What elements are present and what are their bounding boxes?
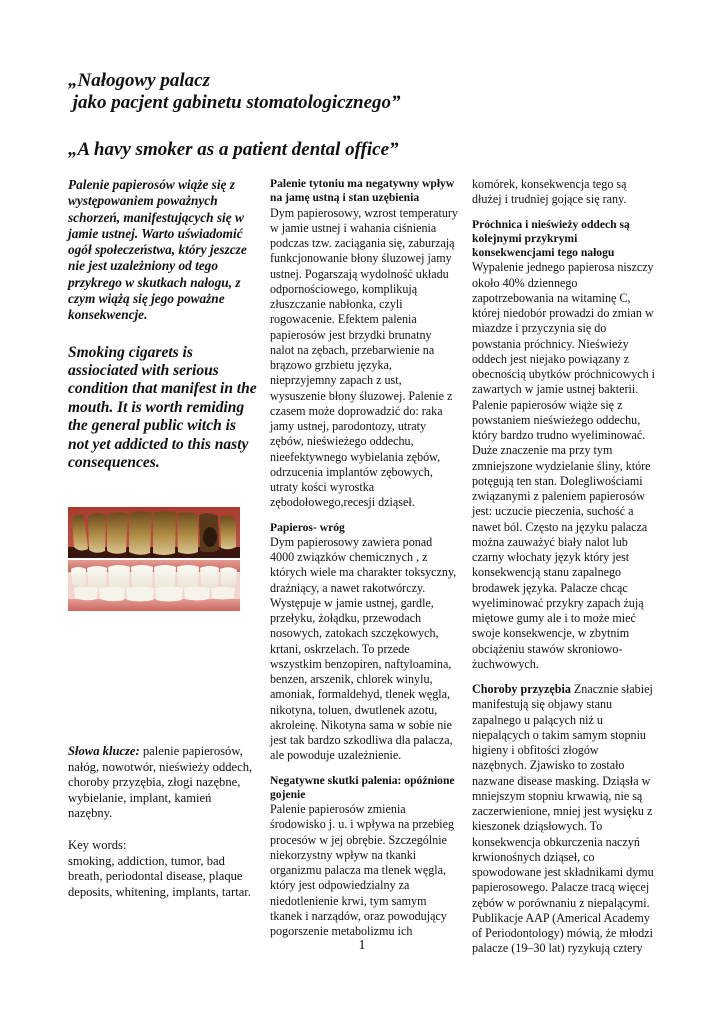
title-line-2: jako pacjent gabinetu stomatologicznego” [68,92,401,113]
title-line-1: „Nałogowy palacz [68,70,210,91]
keywords-english-label: Key words: [68,837,127,852]
keywords-polish-label: Słowa klucze: [68,744,140,758]
keywords-english [68,838,258,900]
abstract-english: Smoking cigarets is assiociated with serious condition that manifest in the mouth. It is worth remiding the general public witch is not yet addicted to this nasty consequences. [68,343,257,472]
section-body-periodontal-disease: Znacznie słabiej manifestują się objawy stanu zapalnego u palących niż u niepalących o takim samym stopniu higieny i obfitości złogów nazębnych. Zjawisko to zostało nazwane disease masking. Dziąsła w mniejszym stopniu krwawią, nie są zaczerwienione, mniej jest wysięku z kieszonek dziąsłowych. To konsekwencja obkurczenia naczyń krwionośnych dziąseł, co spowodowane jest składnikami dymu papierosowego. Palacze tracą więcej zębów w porównaniu z niepalącymi. Publikacje AAP (Americal Academy of Periodontology) mówią, że młodzi palacze (19–30 lat) ryzykują cztery [472,682,654,956]
section-body-delayed-healing: Palenie papierosów zmienia środowisko j. u. i wpływa na przebieg procesów w jej obrębie. Szczególnie niekorzystny wpływ na tkanki organizmu palacza ma tlenek węgla, który jest odpowiedzialny za niedotlenienie krwi, tym samym tkanek i narządów, oraz powodujący pogorszenie metabolizmu ich [270,802,455,939]
abstract-polish: Palenie papierosów wiąże się z występowaniem poważnych schorzeń, manifestujących się w jamie ustnej. Warto uświadomić ogół społeczeństwa, który jeszcze nie jest uzależniony od tego przykrego w skutkach nałogu, z czym wiążą się jego poważne konsekwencje. [68,177,247,323]
section-body-caries-bad-breath: Wypalenie jednego papierosa niszczy około 40% dziennego zapotrzebowania na witaminę C, której niedobór prowadzi do zmian w miazdze i przyczynia się do powstania próchnicy. Nieświeży oddech jest niejako powiązany z obecnością ubytków próchnicowych i zawartych w jamie ustnej bakterii. Palenie papierosów wiąże się z powstaniem nieświeżego oddechu, który bardzo trudno wyeliminować. Duże znaczenie ma przy tym zmniejszone wydzielanie śliny, które potęgują ten stan. Dolegliwościami związanymi z paleniem papierosów jest: uczucie pieczenia, suchość a nawet ból. Często na języku palacza można zauważyć biały nalot lub czarny włochaty język który jest konsekwencją stanu zapalnego brodawek języka. Palacze chcąc wyeliminować przykry zapach żują miętowe gumy ale i to może mieć swoje konsekwencje, w zbytnim obciążeniu stawów skroniowo-żuchwowych. [472,260,656,671]
section-heading-delayed-healing: Negatywne skutki palenia: opóźnione gojenie [270,773,455,801]
teeth-comparison-photo [68,507,240,611]
section-periodontal-disease [472,682,656,957]
section-heading-periodontal-disease: Choroby przyzębia [472,682,571,697]
article-title [68,70,668,114]
keywords-english-text: smoking, addiction, tumor, bad breath, periodontal disease, plaque deposits, whitening, implants, tartar. [68,853,251,899]
section-heading-tobacco-impact: Palenie tytoniu ma negatywny wpływ na jamę ustną i stan uzębienia [270,177,455,205]
section-heading-cigarette-enemy: Papieros- wróg [270,520,345,534]
keywords-block [68,744,258,900]
section-body-delayed-healing-continued: komórek, konsekwencja tego są dłużej i trudniej gojące się rany. [472,177,627,207]
section-body-tobacco-impact: Dym papierosowy, wzrost temperatury w jamie ustnej i wahania ciśnienia podczas tzw. zaciągania się, zaburzają funkcjonowanie błony śluzowej jamy ustnej. Pogarszają wydolność układu odpornościowego, komplikują złuszczanie nabłonka, czyli rogowacenie. Efektem palenia papierosów jest brzydki brunatny nalot na zębach, przebarwienie na brązowo grzbietu języka, nieprzyjemny zapach z ust, wysuszenie błony śluzowej. Palenie z czasem może doprowadzić do: raka jamy ustnej, parodontozy, utraty zębów, nieświeżego oddechu, nieefektywnego wybielania zębów, odrzucenia implantów zębowych, utraty kości wyrostka zębodołowego,recesji dziąseł. [270,205,458,510]
middle-column [270,177,458,939]
keywords-polish-text: palenie papierosów, nałóg, nowotwór, nieświeży oddech, choroby przyzębia, złogi nazębne, wybielanie, implant, kamień nazębny. [68,744,253,821]
left-column [68,177,258,473]
stained-teeth-icon [72,511,236,555]
right-column [472,177,656,957]
keywords-polish [68,744,258,822]
page-number: 1 [358,938,366,953]
section-heading-caries-bad-breath: Próchnica i nieświeży oddech są kolejnymi przykrymi konsekwencjami tego nałogu [472,217,630,260]
article-subtitle-english: „A havy smoker as a patient dental office” [68,139,399,160]
section-body-cigarette-enemy: Dym papierosowy zawiera ponad 4000 związków chemicznych , z których wiele ma charakter toksyczny, drażniący, a nawet rakotwórczy. Występuje w jamie ustnej, gardle, przełyku, żołądku, przewodach nosowych, zatokach szczękowych, krtani, oskrzelach. To przede wszystkim benzopiren, naftyloamina, benzen, arszenik, chlorek winylu, amoniak, formaldehyd, tlenek węgla, nikotyna, toluen, dwutlenek azotu, akroleinę. Nikotyna sama w sobie nie jest tak bardzo szkodliwa dla palacza, ale powoduje uzależnienie. [270,534,457,763]
